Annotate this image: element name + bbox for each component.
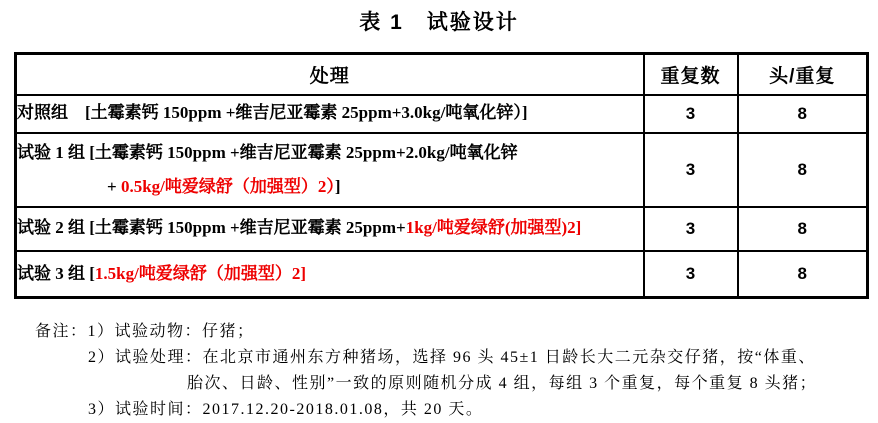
- treatment-text: 对照组 [土霉素钙 150ppm +维吉尼亚霉素 25ppm+3.0kg/吨氧化锌）]: [17, 103, 528, 123]
- treatment-line-2: [17, 170, 643, 204]
- table-row-control-group: [16, 95, 868, 133]
- treatment-text: +: [107, 176, 121, 196]
- treatment-text-highlight: 1.5kg/吨爱绿舒（加强型）2]: [94, 263, 307, 283]
- header-treatment: 处理: [16, 54, 644, 95]
- heads-cell: 8: [738, 95, 868, 133]
- table-row-trial-2: [16, 207, 868, 251]
- treatment-cell: [16, 251, 644, 298]
- table-row-trial-3: [16, 251, 868, 298]
- header-replicates: 重复数: [644, 54, 738, 95]
- treatment-cell: [16, 207, 644, 251]
- treatment-text-highlight: 1kg/吨爱绿舒(加强型)2]: [405, 218, 582, 238]
- footnote-line: 3）试验时间：2017.12.20-2018.01.08，共 20 天。: [88, 401, 484, 418]
- treatment-line-1: [17, 136, 643, 170]
- treatment-text: ]: [334, 176, 341, 196]
- footnote-line: 胎次、日龄、性别”一致的原则随机分成 4 组，每组 3 个重复，每个重复 8 头猪；: [187, 375, 818, 392]
- footnotes: [35, 319, 878, 423]
- treatment-cell: [16, 133, 644, 207]
- table-header-row: [16, 54, 868, 95]
- heads-cell: 8: [738, 133, 868, 207]
- page-title: 表 1 试验设计: [359, 11, 519, 34]
- treatment-text: 试验 2 组 [土霉素钙 150ppm +维吉尼亚霉素 25ppm+: [17, 218, 406, 238]
- treatment-text: 试验 3 组 [: [17, 263, 95, 283]
- replicates-cell: 3: [644, 251, 738, 298]
- replicates-cell: 3: [644, 207, 738, 251]
- replicates-cell: 3: [644, 95, 738, 133]
- treatment-text: 试验 1 组 [土霉素钙 150ppm +维吉尼亚霉素 25ppm+2.0kg/吨氧化锌: [17, 142, 518, 162]
- treatment-cell: [16, 95, 644, 133]
- heads-cell: 8: [738, 251, 868, 298]
- footnote-line: 备注：1）试验动物：仔猪；: [35, 323, 255, 340]
- table-row-trial-1: [16, 133, 868, 207]
- footnote-line: 2）试验处理：在北京市通州东方种猪场，选择 96 头 45±1 日龄长大二元杂交仔猪，按“体重、: [88, 349, 816, 366]
- heads-cell: 8: [738, 207, 868, 251]
- experiment-design-table: [14, 52, 869, 299]
- header-heads-per-replicate: 头/重复: [738, 54, 868, 95]
- replicates-cell: 3: [644, 133, 738, 207]
- treatment-text-highlight: 0.5kg/吨爱绿舒（加强型）2）: [120, 176, 335, 196]
